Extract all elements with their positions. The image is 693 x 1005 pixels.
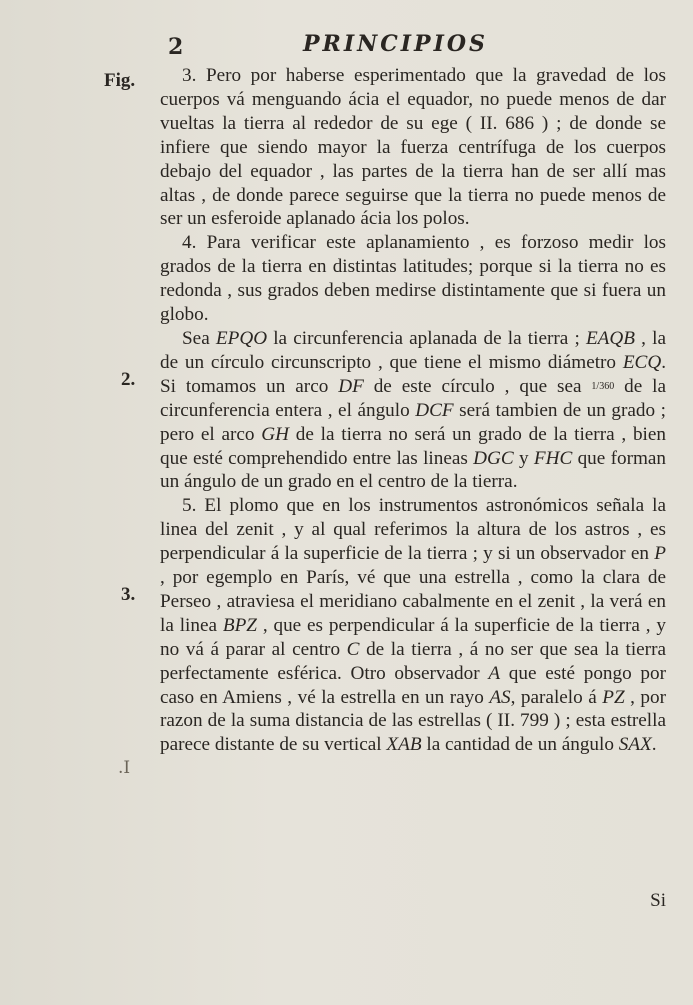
fraction: 1/360 bbox=[591, 380, 615, 392]
paragraph-5: 5. El plomo que en los instrumentos astronómicos señala la linea del zenit , y al qual referimos la altura de los astros , es perpendicular á la superficie de la tierra ; y si un observador en P , por egemplo en París, vé que una estrella , como la clara de Perseo , atraviesa el meridiano cabalmente en el zenit , la verá en la linea BPZ , que es perpendicular á la superficie de la tierra , y no vá á parar al centro C de la tierra , á no ser que sea la tierra perfectamente esférica. Otro observador A que esté pongo por caso en Amiens , vé la estrella en un rayo AS, paralelo á PZ , por razon de la suma distancia de las estrellas ( II. 799 ) ; esta estrella parece distante de su vertical XAB la cantidad de un ángulo SAX. bbox=[160, 495, 667, 756]
running-title: PRINCIPIOS bbox=[303, 31, 488, 57]
margin-fig-ref-3: 3. bbox=[121, 584, 136, 605]
margin-fig-label: Fig. bbox=[104, 70, 136, 91]
paragraph-4: 4. Para verificar este aplanamiento , es forzoso medir los grados de la tierra en distintas latitudes; porque si la tierra no es redonda , sus grados deben medirse distintamente que si fuera un globo. bbox=[160, 232, 666, 326]
catchword-row bbox=[160, 890, 666, 914]
page-number: 2 bbox=[168, 34, 185, 60]
main-text bbox=[160, 64, 666, 757]
catchword: Si bbox=[650, 890, 666, 911]
paragraph-3: 3. Pero por haberse esperimentado que la gravedad de los cuerpos vá menguando ácia el equador, no puede menos de dar vueltas la tierra al rededor de su ege ( II. 686 ) ; de donde se infiere que siendo mayor la fuerza centrífuga de los cuerpos debajo del equador , las partes de la tierra han de ser allí mas altas , de donde parece seguirse que la tierra no puede menos de ser un esferoide aplanado ácia los polos. bbox=[160, 65, 666, 230]
paragraph-sea: Sea EPQO la circunferencia aplanada de la tierra ; EAQB , la de un círculo circunscripto , que tiene el mismo diámetro ECQ. Si tomamos un arco DF de este círculo , que sea 1/360 de la circunferencia entera , el ángulo DCF será tambien de un grado ; pero el arco GH de la tierra no será un grado de la tierra , bien que esté comprehendido entre las lineas DGC y FHC que forman un ángulo de un grado en el centro de la tierra. bbox=[160, 327, 666, 493]
margin-mark: .I bbox=[118, 758, 131, 778]
margin-fig-ref-2: 2. bbox=[121, 369, 136, 390]
